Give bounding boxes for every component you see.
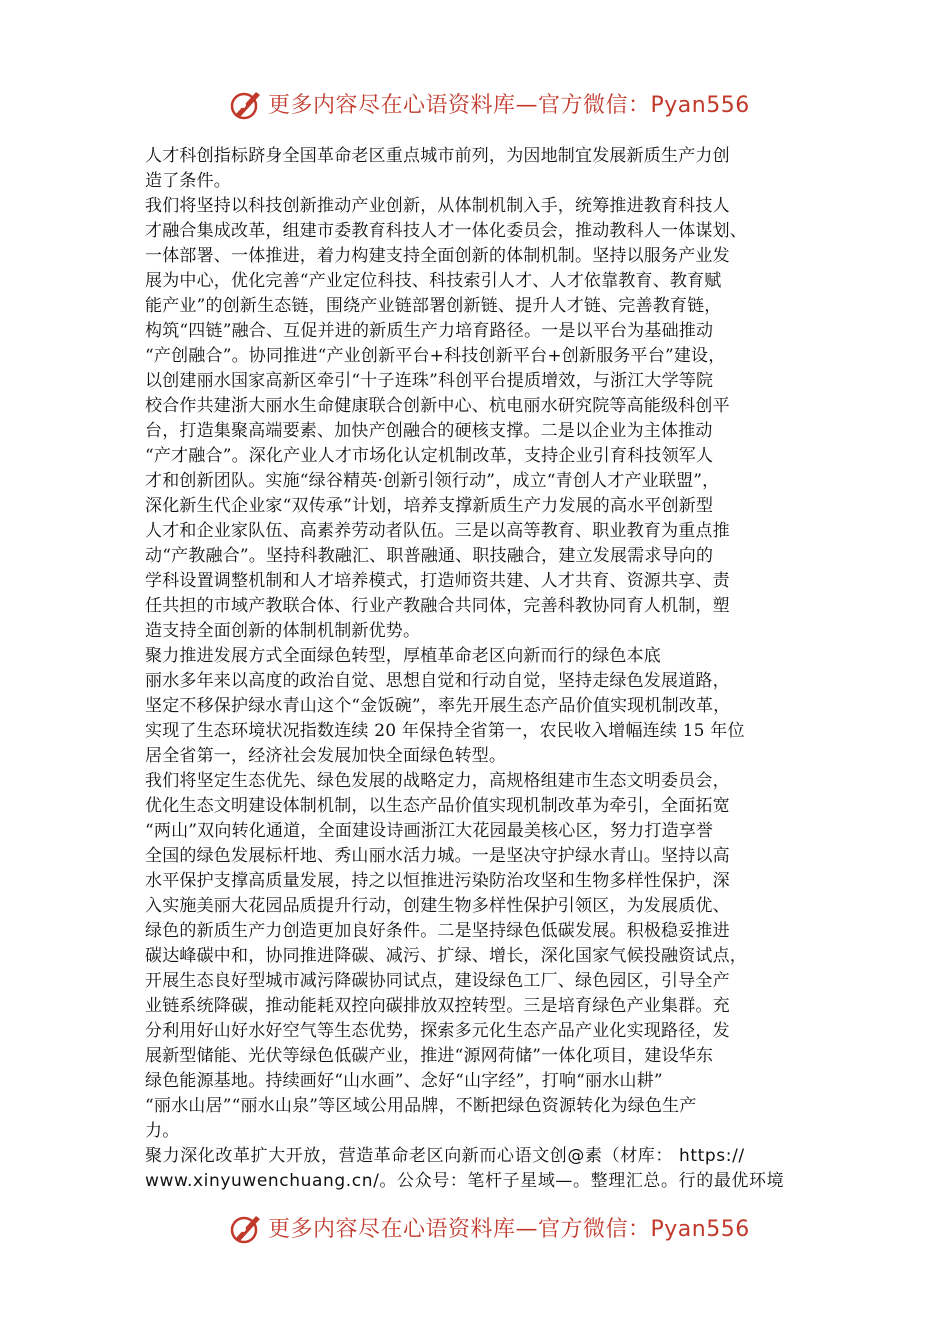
text-line: 学科设置调整机制和人才培养模式，打造师资共建、人才共育、资源共享、责: [145, 571, 730, 591]
banner-text: 更多内容尽在心语资料库—官方微信：Pyan556: [268, 1217, 750, 1242]
footer-text-line: www.xinyuwenchuang.cn/。公众号：笔杆子星域—。整理汇总。行的最优环境: [145, 1171, 785, 1191]
text-line: 全国的绿色发展标杆地、秀山丽水活力城。一是坚决守护绿水青山。坚持以高: [145, 846, 730, 866]
text-line: “两山”双向转化通道，全面建设诗画浙江大花园最美核心区，努力打造享誉: [145, 821, 714, 841]
text-line: 任共担的市域产教联合体、行业产教融合共同体，完善科教协同育人机制，塑: [145, 596, 730, 616]
text-line: 聚力推进发展方式全面绿色转型，厚植革命老区向新而行的绿色本底: [145, 646, 661, 666]
text-line: 造支持全面创新的体制机制新优势。: [145, 621, 421, 641]
text-line: 力。: [145, 1121, 180, 1141]
text-line: 优化生态文明建设体制机制，以生态产品价值实现机制改革为牵引，全面拓宽: [145, 796, 730, 816]
text-line: “产创融合”。协同推进“产业创新平台+科技创新平台+创新服务平台”建设，: [145, 346, 726, 366]
text-line: 入实施美丽大花园品质提升行动，创建生物多样性保护引领区，为发展质优、: [145, 896, 730, 916]
footer-banner: [0, 1206, 950, 1250]
text-line: 水平保护支撑高质量发展，持之以恒推进污染防治攻坚和生物多样性保护，深: [145, 871, 730, 891]
text-line: 碳达峰碳中和，协同推进降碳、减污、扩绿、增长，深化国家气候投融资试点，: [145, 946, 747, 966]
text-line: 才和创新团队。实施“绿谷精英·创新引领行动”，成立“青创人才产业联盟”，: [145, 471, 720, 491]
text-line: 展为中心，优化完善“产业定位科技、科技索引人才、人才依靠教育、教育赋: [145, 271, 722, 291]
text-line: 造了条件。: [145, 171, 231, 191]
text-line: 校合作共建浙大丽水生命健康联合创新中心、杭电丽水研究院等高能级科创平: [145, 396, 730, 416]
text-line: 我们将坚定生态优先、绿色发展的战略定力，高规格组建市生态文明委员会，: [145, 771, 730, 791]
text-line: 台，打造集聚高端要素、加快产创融合的硬核支撑。二是以企业为主体推动: [145, 421, 713, 441]
text-line: 我们将坚持以科技创新推动产业创新，从体制机制入手，统筹推进教育科技人: [145, 196, 730, 216]
text-line: 展新型储能、光伏等绿色低碳产业，推进“源网荷储”一体化项目，建设华东: [145, 1046, 714, 1066]
text-line: 丽水多年来以高度的政治自觉、思想自觉和行动自觉，坚持走绿色发展道路，: [145, 671, 730, 691]
document-body: [145, 144, 815, 1194]
text-line: “产才融合”。深化产业人才市场化认定机制改革，支持企业引育科技领军人: [145, 446, 714, 466]
text-line: 构筑“四链”融合、互促并进的新质生产力培育路径。一是以平台为基础推动: [145, 321, 714, 341]
text-line: 业链系统降碳，推动能耗双控向碳排放双控转型。三是培育绿色产业集群。充: [145, 996, 730, 1016]
text-line: 动“产教融合”。坚持科教融汇、职普融通、职技融合，建立发展需求导向的: [145, 546, 714, 566]
text-line: 深化新生代企业家“双传承”计划，培养支撑新质生产力发展的高水平创新型: [145, 496, 714, 516]
pen-logo-icon: [228, 86, 264, 122]
text-line: 绿色的新质生产力创造更加良好条件。二是坚持绿色低碳发展。积极稳妥推进: [145, 921, 730, 941]
text-line: 能产业”的创新生态链，围绕产业链部署创新链、提升人才链、完善教育链，: [145, 296, 722, 316]
text-line: 居全省第一，经济社会发展加快全面绿色转型。: [145, 746, 507, 766]
header-banner: [0, 82, 950, 126]
text-line: 开展生态良好型城市减污降碳协同试点，建设绿色工厂、绿色园区，引导全产: [145, 971, 730, 991]
banner-text: 更多内容尽在心语资料库—官方微信：Pyan556: [268, 93, 750, 118]
text-line: 以创建丽水国家高新区牵引“十子连珠”科创平台提质增效，与浙江大学等院: [145, 371, 714, 391]
text-line: 一体部署、一体推进，着力构建支持全面创新的体制机制。坚持以服务产业发: [145, 246, 730, 266]
text-line: 才融合集成改革，组建市委教育科技人才一体化委员会，推动教科人一体谋划、: [145, 221, 747, 241]
text-line: “丽水山居”“丽水山泉”等区域公用品牌，不断把绿色资源转化为绿色生产: [145, 1096, 697, 1116]
footer-text-line: 聚力深化改革扩大开放，营造革命老区向新而心语文创@素（材库： https://: [145, 1146, 745, 1166]
text-line: 人才和企业家队伍、高素养劳动者队伍。三是以高等教育、职业教育为重点推: [145, 521, 730, 541]
text-line: 坚定不移保护绿水青山这个“金饭碗”，率先开展生态产品价值实现机制改革，: [145, 696, 731, 716]
text-line: 人才科创指标跻身全国革命老区重点城市前列，为因地制宜发展新质生产力创: [145, 146, 730, 166]
text-line: 分利用好山好水好空气等生态优势，探索多元化生态产品产业化实现路径，发: [145, 1021, 730, 1041]
text-line: 绿色能源基地。持续画好“山水画”、念好“山字经”，打响“丽水山耕”: [145, 1071, 663, 1091]
text-line: 实现了生态环境状况指数连续 20 年保持全省第一，农民收入增幅连续 15 年位: [145, 721, 745, 741]
pen-logo-icon: [228, 1210, 264, 1246]
